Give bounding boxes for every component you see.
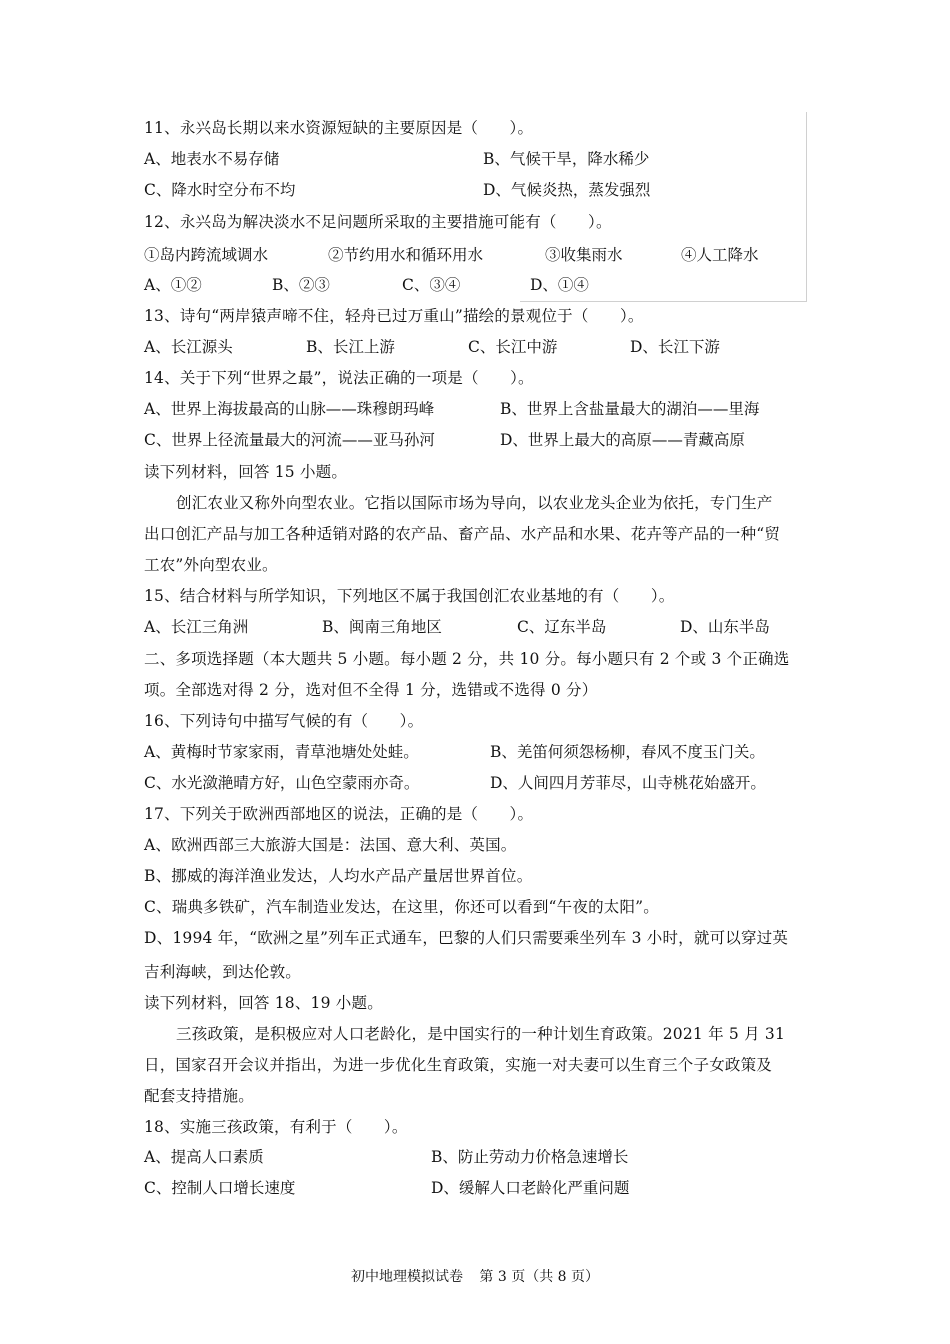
footer-exam-title: 初中地理模拟试卷 (350, 1269, 463, 1285)
q11-option-b: B、气候干旱，降水稀少 (483, 150, 650, 168)
q14-option-a: A、世界上海拔最高的山脉——珠穆朗玛峰 (144, 400, 435, 418)
material2-intro: 读下列材料，回答 18、19 小题。 (144, 994, 383, 1012)
q17-option-a: A、欧洲西部三大旅游大国是：法国、意大利、英国。 (144, 836, 517, 854)
material1-para-line2: 出口创汇产品与加工各种适销对路的农产品、畜产品、水产品和水果、花卉等产品的一种“贸 (144, 525, 781, 543)
page-footer (0, 1267, 950, 1287)
q11-option-c: C、降水时空分布不均 (144, 181, 296, 199)
q14-option-b: B、世界上含盐量最大的湖泊——里海 (500, 400, 760, 418)
material2-para-line2: 日，国家召开会议并指出，为进一步优化生育政策，实施一对夫妻可以生育三个子女政策及 (144, 1056, 773, 1074)
q12-option-a: A、①② (144, 276, 202, 294)
q17-option-d-line1: D、1994 年，“欧洲之星”列车正式通车，巴黎的人们只需要乘坐列车 3 小时，就可以穿过英 (144, 929, 789, 947)
q12-item-1: ①岛内跨流域调水 (144, 246, 269, 264)
q17-option-c: C、瑞典多铁矿，汽车制造业发达，在这里，你还可以看到“午夜的太阳”。 (144, 898, 660, 916)
q11-stem: 11、永兴岛长期以来水资源短缺的主要原因是（ ）。 (144, 119, 534, 137)
q12-option-b: B、②③ (272, 276, 330, 294)
q16-option-b: B、羌笛何须怨杨柳，春风不度玉门关。 (490, 743, 765, 761)
q11-option-a: A、地表水不易存储 (144, 150, 280, 168)
q13-option-d: D、长江下游 (630, 338, 720, 356)
q12-item-3: ③收集雨水 (545, 246, 623, 264)
q12-option-d: D、①④ (530, 276, 589, 294)
q14-stem: 14、关于下列“世界之最”，说法正确的一项是（ ）。 (144, 369, 534, 387)
q16-option-c: C、水光潋滟晴方好，山色空蒙雨亦奇。 (144, 774, 420, 792)
material2-para-line3: 配套支持措施。 (144, 1087, 254, 1105)
q15-stem: 15、结合材料与所学知识，下列地区不属于我国创汇农业基地的有（ ）。 (144, 587, 675, 605)
q13-option-c: C、长江中游 (468, 338, 558, 356)
frame-right-line (806, 112, 807, 302)
q18-stem: 18、实施三孩政策，有利于（ ）。 (144, 1118, 408, 1136)
q17-option-b: B、挪威的海洋渔业发达，人均水产品产量居世界首位。 (144, 867, 533, 885)
q18-option-c: C、控制人口增长速度 (144, 1179, 296, 1197)
q15-option-b: B、闽南三角地区 (322, 618, 442, 636)
q16-option-d: D、人间四月芳菲尽，山寺桃花始盛开。 (490, 774, 766, 792)
material1-para-line3: 工农”外向型农业。 (144, 556, 278, 574)
footer-page-number: 第 3 页（共 8 页） (479, 1269, 600, 1285)
q18-option-b: B、防止劳动力价格急速增长 (431, 1148, 629, 1166)
frame-bottom-line (520, 301, 807, 302)
q12-option-c: C、③④ (402, 276, 461, 294)
q13-stem: 13、诗句“两岸猿声啼不住，轻舟已过万重山”描绘的景观位于（ ）。 (144, 307, 644, 325)
q14-option-c: C、世界上径流量最大的河流——亚马孙河 (144, 431, 435, 449)
q18-option-a: A、提高人口素质 (144, 1148, 264, 1166)
q12-item-2: ②节约用水和循环用水 (328, 246, 484, 264)
q17-option-d-line2: 吉利海峡，到达伦敦。 (144, 963, 302, 981)
q15-option-d: D、山东半岛 (680, 618, 770, 636)
q14-option-d: D、世界上最大的高原——青藏高原 (500, 431, 745, 449)
q13-option-a: A、长江源头 (144, 338, 233, 356)
q18-option-d: D、缓解人口老龄化严重问题 (431, 1179, 630, 1197)
q16-option-a: A、黄梅时节家家雨，青草池塘处处蛙。 (144, 743, 419, 761)
q15-option-a: A、长江三角洲 (144, 618, 249, 636)
q15-option-c: C、辽东半岛 (517, 618, 607, 636)
q13-option-b: B、长江上游 (306, 338, 395, 356)
material1-intro: 读下列材料，回答 15 小题。 (144, 463, 348, 481)
q16-stem: 16、下列诗句中描写气候的有（ ）。 (144, 712, 424, 730)
q12-stem: 12、永兴岛为解决淡水不足问题所采取的主要措施可能有（ ）。 (144, 213, 612, 231)
section2-heading-line2: 项。全部选对得 2 分，选对但不全得 1 分，选错或不选得 0 分） (144, 681, 598, 699)
material2-para-line1: 三孩政策，是积极应对人口老龄化，是中国实行的一种计划生育政策。2021 年 5 月 31 (176, 1025, 786, 1043)
q17-stem: 17、下列关于欧洲西部地区的说法，正确的是（ ）。 (144, 805, 534, 823)
material1-para-line1: 创汇农业又称外向型农业。它指以国际市场为导向，以农业龙头企业为依托，专门生产 (176, 494, 773, 512)
q12-item-4: ④人工降水 (681, 246, 759, 264)
section2-heading-line1: 二、多项选择题（本大题共 5 小题。每小题 2 分，共 10 分。每小题只有 2 个或 3 个正确选 (144, 650, 790, 668)
q11-option-d: D、气候炎热，蒸发强烈 (483, 181, 651, 199)
